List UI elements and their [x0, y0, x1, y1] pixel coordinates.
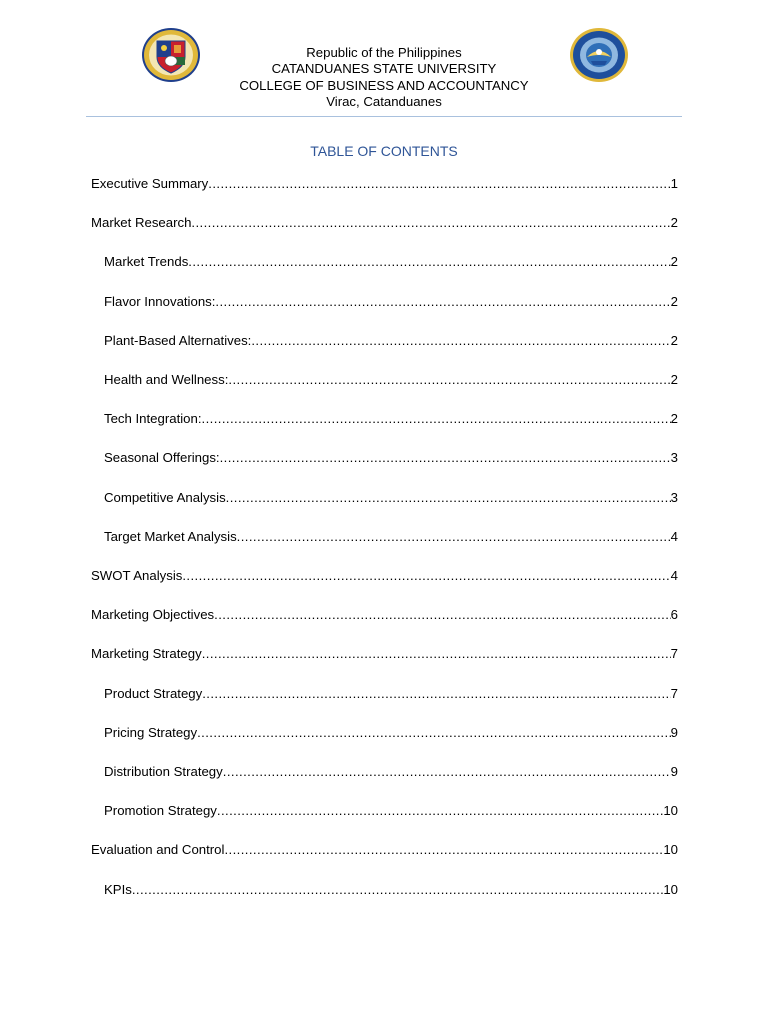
dot-leader — [226, 489, 671, 507]
location-line: Virac, Catanduanes — [326, 94, 442, 110]
toc-entry-page: 3 — [670, 489, 678, 505]
toc-entry[interactable] — [104, 371, 678, 389]
toc-entry-page: 4 — [670, 568, 678, 583]
toc-entry-label: KPIs — [104, 881, 132, 897]
country-line: Republic of the Philippines — [306, 45, 462, 60]
toc-title: TABLE OF CONTENTS — [310, 143, 458, 159]
toc-entry-label: Marketing Strategy — [91, 646, 202, 662]
toc-entry-page: 4 — [670, 528, 678, 544]
toc-entry[interactable] — [104, 881, 678, 899]
dot-leader — [182, 567, 670, 585]
toc-entry[interactable] — [104, 489, 678, 507]
toc-entry[interactable] — [104, 724, 678, 742]
toc-entry[interactable] — [104, 528, 678, 546]
toc-entry-page: 2 — [670, 293, 678, 309]
dot-leader — [132, 881, 663, 899]
toc-entry[interactable] — [104, 802, 678, 820]
toc-entry-page: 2 — [670, 215, 678, 231]
dot-leader — [202, 410, 671, 428]
toc-entry[interactable] — [104, 763, 678, 781]
toc-entry-page: 10 — [663, 842, 678, 858]
toc-entry-label: Target Market Analysis — [104, 528, 237, 544]
toc-entry-label: Marketing Objectives — [91, 607, 215, 623]
toc-entry-page: 7 — [670, 685, 678, 701]
toc-entry-label: Tech Integration: — [104, 411, 202, 427]
dot-leader — [223, 763, 671, 781]
toc-entry[interactable] — [104, 685, 678, 703]
toc-entry-page: 3 — [670, 450, 678, 466]
toc-entry-label: Flavor Innovations: — [104, 293, 216, 309]
toc-entry[interactable] — [91, 175, 678, 193]
dot-leader — [217, 802, 663, 820]
toc-entry-label: Plant-Based Alternatives: — [104, 332, 252, 348]
toc-entry-page: 1 — [670, 176, 678, 191]
toc-entry[interactable] — [91, 606, 678, 624]
dot-leader — [220, 449, 671, 467]
dot-leader — [251, 332, 670, 350]
dot-leader — [237, 528, 671, 546]
toc-entry[interactable] — [91, 214, 678, 232]
dot-leader — [188, 253, 670, 271]
dot-leader — [228, 371, 670, 389]
toc-entry[interactable] — [104, 253, 678, 271]
toc-entry-label: Seasonal Offerings: — [104, 450, 220, 466]
dot-leader — [197, 724, 671, 742]
toc-entry-label: Promotion Strategy — [104, 803, 217, 819]
dot-leader — [202, 645, 671, 663]
toc-entry-label: Market Research — [91, 215, 192, 231]
toc-entry-page: 2 — [670, 411, 678, 427]
toc-entry[interactable] — [91, 841, 678, 859]
toc-entry-page: 6 — [670, 607, 678, 623]
dot-leader — [224, 841, 663, 859]
toc-entry[interactable] — [104, 332, 678, 350]
toc-entry-label: Distribution Strategy — [104, 764, 223, 779]
toc-entry-label: Product Strategy — [104, 685, 203, 701]
dot-leader — [214, 606, 671, 624]
toc-entry[interactable] — [104, 449, 678, 467]
toc-entry-label: Evaluation and Control — [91, 842, 225, 858]
dot-leader — [215, 293, 670, 311]
toc-entry-label: Market Trends — [104, 254, 189, 270]
toc-entry-page: 9 — [670, 724, 678, 740]
dot-leader — [208, 175, 670, 193]
dot-leader — [202, 685, 670, 703]
toc-entry[interactable] — [104, 410, 678, 428]
toc-entry-label: Executive Summary — [91, 176, 209, 191]
university-name: CATANDUANES STATE UNIVERSITY — [271, 61, 497, 77]
toc-entry[interactable] — [104, 293, 678, 311]
dot-leader — [191, 214, 670, 232]
toc-entry-page: 7 — [670, 646, 678, 662]
toc-entry[interactable] — [91, 645, 678, 663]
toc-entry-page: 2 — [670, 372, 678, 387]
toc-entry-label: Health and Wellness: — [104, 372, 229, 387]
toc-entry-page: 10 — [663, 881, 678, 897]
toc-entry[interactable] — [91, 567, 678, 585]
toc-entry-label: Competitive Analysis — [104, 489, 226, 505]
college-name: COLLEGE OF BUSINESS AND ACCOUNTANCY — [239, 77, 529, 93]
toc-entry-page: 9 — [670, 764, 678, 779]
toc-entry-page: 10 — [663, 803, 678, 819]
toc-entry-label: SWOT Analysis — [91, 568, 183, 583]
toc-entry-page: 2 — [670, 332, 678, 348]
toc-entry-page: 2 — [670, 254, 678, 270]
toc-entry-label: Pricing Strategy — [104, 724, 198, 740]
